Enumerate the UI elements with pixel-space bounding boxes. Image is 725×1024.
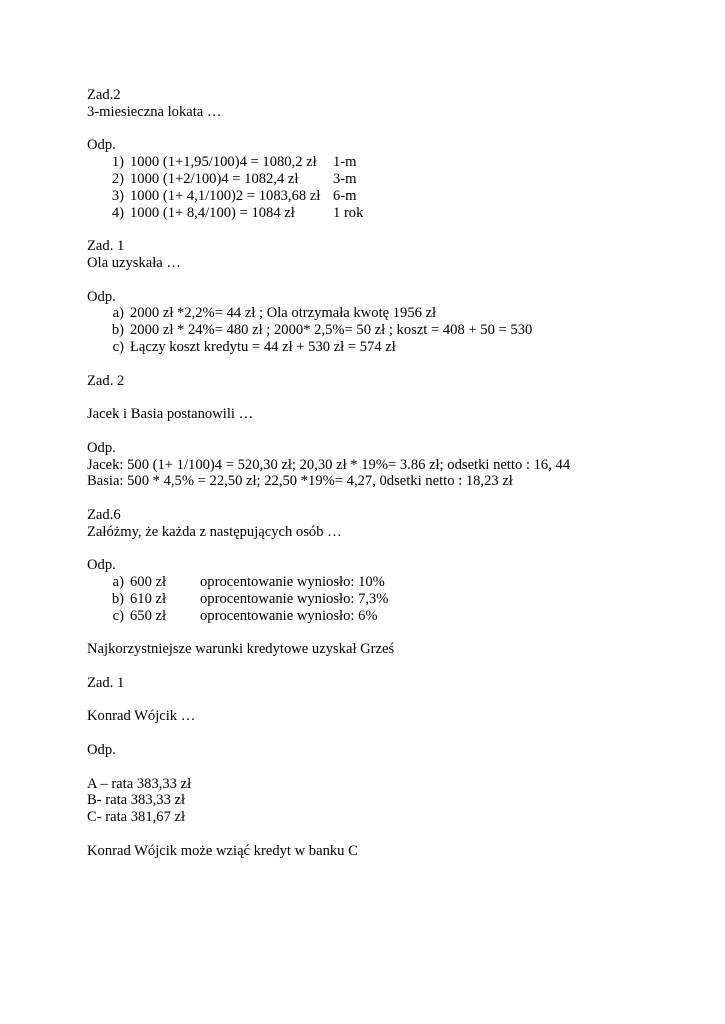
- list-item: [87, 608, 707, 625]
- task-intro: Konrad Wójcik …: [87, 708, 196, 725]
- amount: 600 zł: [130, 574, 167, 591]
- interest-desc: oprocentowanie wyniosło: 6%: [200, 607, 378, 624]
- rate-line: C- rata 381,67 zł: [87, 809, 186, 826]
- calculation: 1000 (1+ 8,4/100) = 1084 zł: [130, 204, 295, 221]
- conclusion: Najkorzystniejsze warunki kredytowe uzyskał Grześ: [87, 641, 395, 658]
- answer-line: Jacek: 500 (1+ 1/100)4 = 520,30 zł; 20,30 zł * 19%= 3.86 zł; odsetki netto : 16, 44: [87, 456, 571, 473]
- list-item: [87, 205, 707, 222]
- amount: 650 zł: [130, 607, 167, 624]
- calculation-list: [87, 154, 707, 221]
- list-marker: a): [112, 305, 124, 322]
- list-item: [87, 591, 707, 608]
- answer-list: [87, 305, 707, 355]
- list-item: [87, 154, 707, 171]
- list-marker: c): [112, 338, 124, 355]
- list-marker: 1): [111, 154, 124, 171]
- list-marker: 3): [111, 187, 124, 204]
- task-heading: Zad. 2: [87, 372, 125, 389]
- conclusion: Konrad Wójcik może wziąć kredyt w banku C: [87, 842, 358, 859]
- list-marker: a): [112, 574, 124, 591]
- amount: 610 zł: [130, 590, 167, 607]
- interest-desc: oprocentowanie wyniosło: 10%: [200, 574, 385, 591]
- answer-label: Odp.: [87, 742, 116, 759]
- task-intro: Załóżmy, że każda z następujących osób …: [87, 523, 342, 540]
- task-intro: Ola uzyskała …: [87, 254, 182, 271]
- list-item: [87, 322, 707, 339]
- list-marker: c): [112, 607, 124, 624]
- task-intro: 3-miesieczna lokata …: [87, 103, 222, 120]
- term: 3-m: [333, 170, 357, 187]
- answer-label: Odp.: [87, 288, 116, 305]
- rate-line: B- rata 383,33 zł: [87, 792, 186, 809]
- document-body: [87, 87, 707, 860]
- calculation: 1000 (1+2/100)4 = 1082,4 zł: [130, 170, 299, 187]
- list-marker: b): [111, 322, 124, 339]
- interest-list: [87, 574, 707, 624]
- rate-line: A – rata 383,33 zł: [87, 775, 192, 792]
- term: 1-m: [333, 154, 357, 171]
- list-item: [87, 171, 707, 188]
- list-item: [87, 339, 707, 356]
- term: 6-m: [333, 187, 357, 204]
- calculation: 1000 (1+ 4,1/100)2 = 1083,68 zł: [130, 187, 321, 204]
- answer-text: Łączy koszt kredytu = 44 zł + 530 zł = 574 zł: [130, 338, 396, 355]
- task-intro: Jacek i Basia postanowili …: [87, 406, 254, 423]
- calculation: 1000 (1+1,95/100)4 = 1080,2 zł: [130, 154, 317, 171]
- list-marker: 2): [111, 170, 124, 187]
- task-heading: Zad.2: [87, 87, 121, 103]
- answer-label: Odp.: [87, 137, 116, 154]
- term: 1 rok: [333, 204, 364, 221]
- interest-desc: oprocentowanie wyniosło: 7,3%: [200, 590, 389, 607]
- list-item: [87, 574, 707, 591]
- task-heading: Zad. 1: [87, 238, 125, 255]
- list-marker: b): [111, 590, 124, 607]
- answer-text: 2000 zł * 24%= 480 zł ; 2000* 2,5%= 50 zł ; koszt = 408 + 50 = 530: [130, 322, 533, 339]
- task-heading: Zad.6: [87, 506, 121, 523]
- answer-label: Odp.: [87, 439, 116, 456]
- list-item: [87, 305, 707, 322]
- answer-text: 2000 zł *2,2%= 44 zł ; Ola otrzymała kwotę 1956 zł: [130, 305, 437, 322]
- answer-label: Odp.: [87, 557, 116, 574]
- answer-line: Basia: 500 * 4,5% = 22,50 zł; 22,50 *19%= 4,27, 0dsetki netto : 18,23 zł: [87, 473, 513, 490]
- list-marker: 4): [111, 204, 124, 221]
- list-item: [87, 188, 707, 205]
- task-heading: Zad. 1: [87, 674, 125, 691]
